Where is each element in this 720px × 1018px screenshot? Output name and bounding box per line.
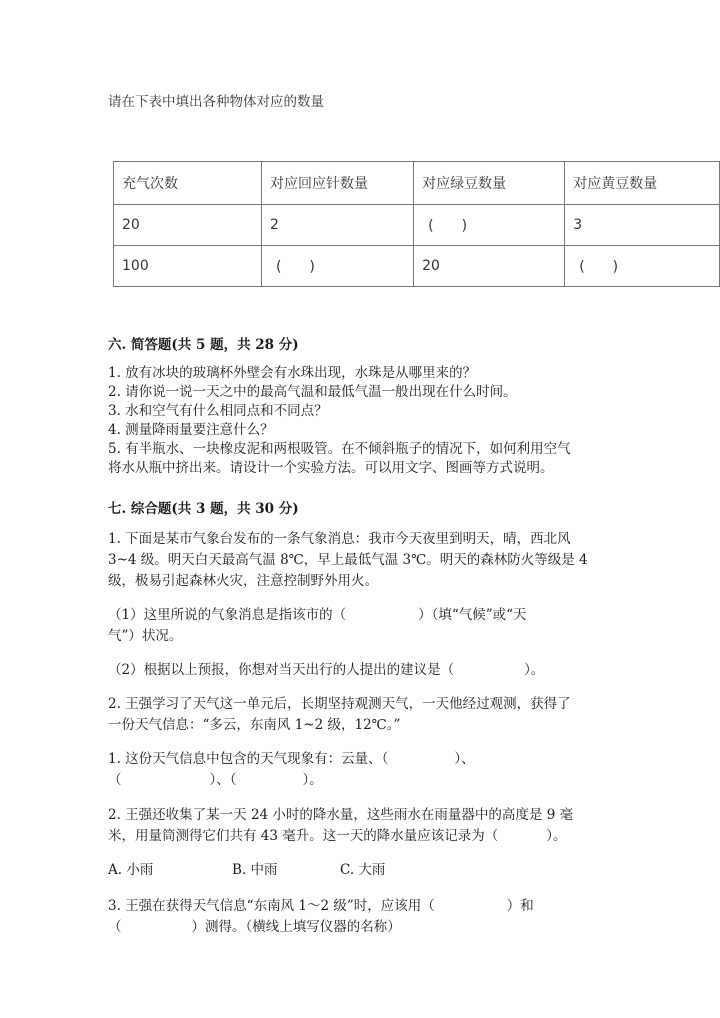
question-6-4: 4. 测量降雨量要注意什么？ (108, 422, 274, 438)
table-row (114, 246, 720, 287)
sub-question-1 (108, 606, 527, 625)
problem-7-2-q1-line1 (108, 750, 475, 769)
problem-7-1-line3: 级，极易引起森林火灾，注意控制野外用火。 (108, 573, 378, 589)
question-6-2: 2. 请你说一说一天之中的最高气温和最低气温一般出现在什么时间。 (108, 384, 517, 400)
problem-7-1-line2: 3~4 级。明天白天最高气温 8℃，早上最低气温 3℃。明天的森林防火等级是 4 (108, 552, 588, 568)
section-6-title: 六. 简答题(共 5 题，共 28 分) (108, 337, 299, 353)
question-text: 1. 这份天气信息中包含的天气现象有：云量、（ (108, 751, 389, 767)
question-text: ）测得。（横线上填写仪器的名称） (191, 919, 401, 935)
sub-question-text: （1）这里所说的气象消息是指该市的（ (108, 607, 347, 623)
question-text: （ (108, 772, 122, 788)
option-b[interactable]: B. 中雨 (232, 862, 278, 878)
problem-7-2-q2-line2 (108, 827, 567, 846)
problem-7-2-line1: 2. 王强学习了天气这一单元后，长期坚持观测天气，一天他经过观测，获得了 (108, 696, 571, 712)
question-text: ）和 (506, 898, 534, 914)
table-cell: 20 (114, 205, 262, 246)
table-row (114, 205, 720, 246)
table-cell: 2 (261, 205, 413, 246)
question-text: ）。 (546, 828, 567, 844)
table-header-cell: 对应绿豆数量 (414, 162, 565, 205)
question-6-5-line1: 5. 有半瓶水、一块橡皮泥和两根吸管。在不倾斜瓶子的情况下，如何利用空气 (108, 441, 571, 457)
sub-question-text: ）。 (524, 662, 545, 678)
question-text: ）、 (454, 751, 475, 767)
question-6-1: 1. 放有冰块的玻璃杯外壁会有水珠出现，水珠是从哪里来的？ (108, 365, 477, 381)
problem-7-2-q3-line1 (108, 897, 534, 916)
sub-question-1-line2: 气”）状况。 (108, 628, 183, 644)
problem-7-2-line2: 一份天气信息：“多云，东南风 1~2 级，12℃。” (108, 717, 401, 733)
table-cell: 100 (114, 246, 262, 287)
table-cell: 20 (414, 246, 565, 287)
option-a[interactable]: A. 小雨 (108, 862, 154, 878)
table-header-cell: 对应回应针数量 (261, 162, 413, 205)
question-text: 米，用量筒测得它们共有 43 毫升。这一天的降水量应该记录为（ (108, 828, 499, 844)
answer-blank: ( ) (414, 205, 565, 246)
sub-question-text: （2）根据以上预报，你想对当天出行的人提出的建议是（ (108, 662, 455, 678)
sub-question-2 (108, 661, 544, 680)
section-7-title: 七. 综合题(共 3 题，共 30 分) (108, 501, 299, 517)
question-text: ）、（ (209, 772, 237, 788)
table-header-cell: 对应黄豆数量 (565, 162, 720, 205)
answer-blank: ( ) (565, 246, 720, 287)
option-c[interactable]: C. 大雨 (340, 862, 386, 878)
problem-7-2-q3-line2 (108, 918, 401, 937)
sub-question-text: ）（填“气候”或“天 (418, 607, 527, 623)
table-header-cell: 充气次数 (114, 162, 262, 205)
answer-options (108, 861, 385, 880)
problem-7-2-q2-line1: 2. 王强还收集了某一天 24 小时的降水量，这些雨水在雨量器中的高度是 9 毫 (108, 807, 574, 823)
question-6-3: 3. 水和空气有什么相同点和不同点？ (108, 403, 328, 419)
quantity-table (113, 161, 720, 287)
intro-text: 请在下表中填出各种物体对应的数量 (108, 94, 324, 110)
question-text: ）。 (302, 772, 323, 788)
problem-7-2-q1-line2 (108, 771, 323, 790)
question-text: 3. 王强在获得天气信息“东南风 1～2 级”时，应该用（ (108, 898, 435, 914)
table-cell: 3 (565, 205, 720, 246)
question-6-5-line2: 将水从瓶中挤出来。请设计一个实验方法。可以用文字、图画等方式说明。 (108, 460, 554, 476)
question-text: （ (108, 919, 122, 935)
answer-blank: ( ) (261, 246, 413, 287)
table-header-row (114, 162, 720, 205)
problem-7-1-line1: 1. 下面是某市气象台发布的一条气象消息：我市今天夜里到明天，晴，西北风 (108, 531, 571, 547)
